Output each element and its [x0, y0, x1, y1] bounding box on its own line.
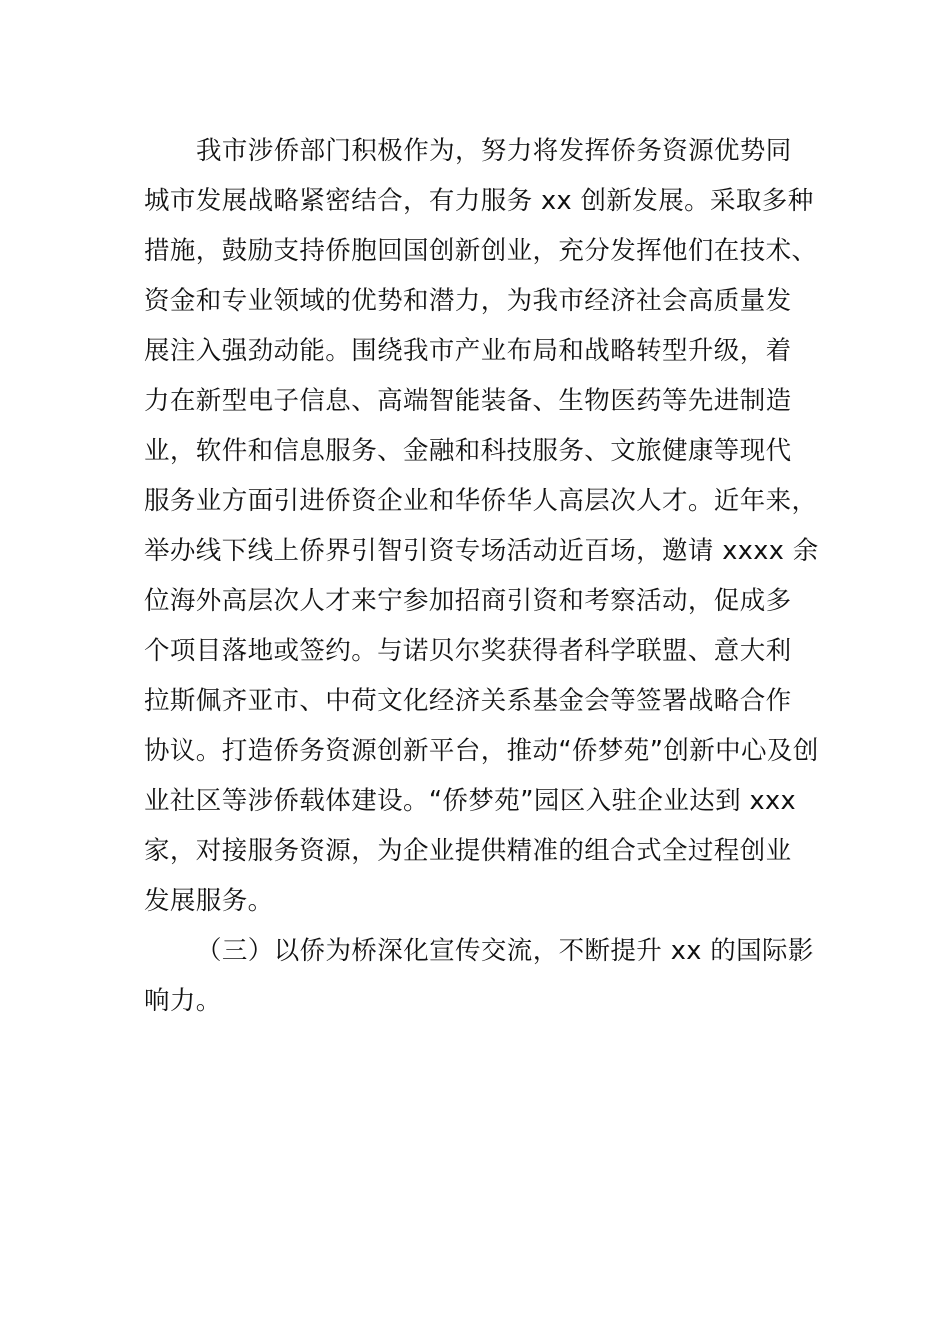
paragraph-line: 拉斯佩齐亚市、中荷文化经济关系基金会等签署战略合作: [144, 686, 792, 716]
paragraph-1: [144, 126, 819, 926]
heading-line: 响力。: [144, 986, 222, 1016]
paragraph-line: 业，软件和信息服务、金融和科技服务、文旅健康等现代: [144, 436, 792, 466]
paragraph-line: 发展服务。: [144, 886, 274, 916]
document-body: [144, 126, 819, 1026]
paragraph-line: 服务业方面引进侨资企业和华侨华人高层次人才。近年来，: [144, 486, 818, 516]
paragraph-line: 举办线下线上侨界引智引资专场活动近百场，邀请 xxxx 余: [144, 536, 819, 566]
heading-line: （三）以侨为桥深化宣传交流，不断提升 xx 的国际影: [196, 936, 814, 966]
paragraph-line: 措施，鼓励支持侨胞回国创新创业，充分发挥他们在技术、: [144, 236, 818, 266]
paragraph-line: 我市涉侨部门积极作为，努力将发挥侨务资源优势同: [196, 136, 792, 166]
paragraph-line: 业社区等涉侨载体建设。“侨梦苑”园区入驻企业达到 xxx: [144, 786, 797, 816]
paragraph-line: 资金和专业领域的优势和潜力，为我市经济社会高质量发: [144, 286, 792, 316]
paragraph-line: 个项目落地或签约。与诺贝尔奖获得者科学联盟、意大利: [144, 636, 792, 666]
section-heading-3: [144, 926, 814, 1026]
paragraph-line: 家，对接服务资源，为企业提供精准的组合式全过程创业: [144, 836, 792, 866]
paragraph-line: 城市发展战略紧密结合，有力服务 xx 创新发展。采取多种: [144, 186, 814, 216]
paragraph-line: 展注入强劲动能。围绕我市产业布局和战略转型升级，着: [144, 336, 792, 366]
paragraph-line: 位海外高层次人才来宁参加招商引资和考察活动，促成多: [144, 586, 792, 616]
paragraph-line: 协议。打造侨务资源创新平台，推动“侨梦苑”创新中心及创: [144, 736, 819, 766]
paragraph-line: 力在新型电子信息、高端智能装备、生物医药等先进制造: [144, 386, 792, 416]
